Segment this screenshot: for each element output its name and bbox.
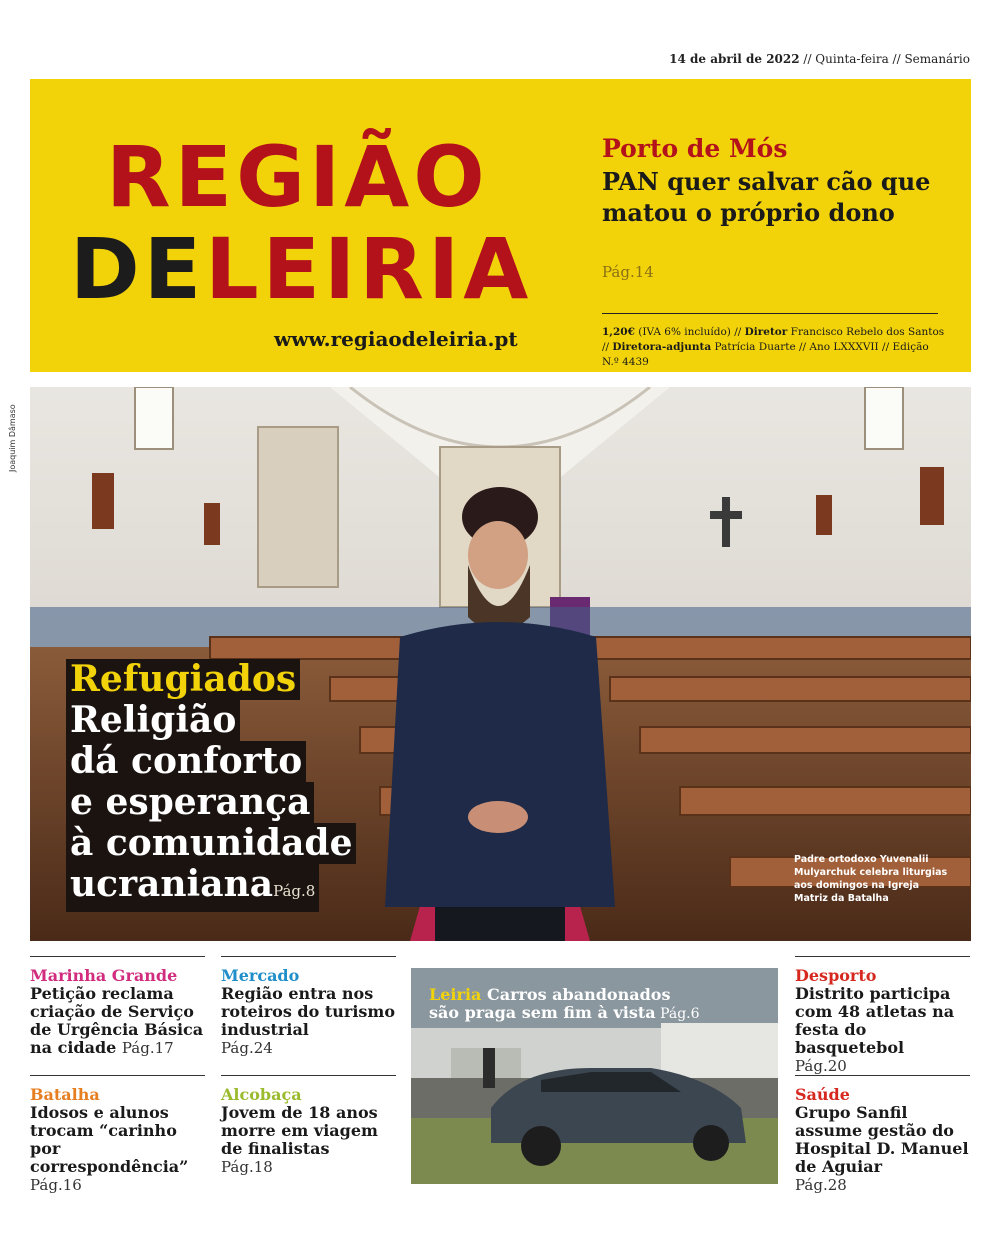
hero-headline-line-last	[66, 864, 319, 912]
hero-headline-line: Religião	[66, 700, 240, 741]
feature-headline	[429, 986, 700, 1023]
story-page: Pág.18	[221, 1158, 273, 1176]
story-kicker: Desporto	[795, 966, 877, 985]
hero-headline-line: dá conforto	[66, 741, 306, 782]
story-headline	[221, 1104, 396, 1176]
logo-leiria: LEIRIA	[205, 220, 533, 318]
story-divider	[795, 1075, 970, 1076]
hero-kicker: Refugiados	[66, 659, 300, 700]
logo-de: DE	[70, 220, 206, 318]
story-headline-text: Idosos e alunos trocam “carinho por correspondência”	[30, 1103, 189, 1176]
masthead-divider	[602, 313, 938, 314]
story-page: Pág.20	[795, 1057, 847, 1075]
issue-date: 14 de abril de 2022	[669, 52, 800, 66]
story-page: Pág.17	[121, 1039, 174, 1057]
story-headline	[30, 985, 205, 1057]
feature-kicker: Leiria	[429, 985, 482, 1004]
story-headline-text: Distrito participa com 48 atletas na festa do basquetebol	[795, 984, 955, 1057]
story-headline	[795, 1104, 970, 1194]
feature-headline-line2: são praga sem fim à vista	[429, 1003, 656, 1022]
story-marinha-grande[interactable]	[30, 956, 205, 1057]
photo-credit-text: Joaquim Dâmaso	[8, 404, 17, 472]
director-name: Francisco Rebelo dos Santos	[787, 326, 945, 338]
story-divider	[795, 956, 970, 957]
hero-headline-last-text: ucraniana	[70, 863, 274, 905]
dateline	[669, 52, 970, 66]
deputy-and-edition: Patrícia Duarte // Ano LXXXVII // Edição N.º 4439	[602, 341, 929, 368]
feature-page: Pág.6	[655, 1006, 700, 1022]
story-divider	[30, 956, 205, 957]
hero-headline-line: à comunidade	[66, 823, 356, 864]
story-headline	[30, 1104, 205, 1194]
story-divider	[221, 956, 396, 957]
masthead	[30, 79, 971, 372]
story-kicker: Marinha Grande	[30, 966, 178, 985]
story-kicker: Batalha	[30, 1085, 100, 1104]
top-story-kicker: Porto de Mós	[602, 134, 788, 163]
hero-caption: Padre ortodoxo Yuvenalii Mulyarchuk celebra liturgias aos domingos na Igreja Matriz da Batalha	[794, 854, 948, 904]
story-batalha[interactable]	[30, 1075, 205, 1194]
hero-headline-line: e esperança	[66, 782, 314, 823]
story-page: Pág.24	[221, 1039, 273, 1057]
story-kicker: Saúde	[795, 1085, 850, 1104]
logo-de-leiria	[70, 220, 533, 318]
story-headline-text: Petição reclama criação de Serviço de Urgência Básica na cidade	[30, 984, 204, 1057]
story-headline-text: Jovem de 18 anos morre em viagem de finalistas	[221, 1103, 378, 1158]
deputy-label: Diretora-adjunta	[612, 341, 712, 353]
top-story-page: Pág.14	[602, 263, 654, 281]
story-divider	[30, 1075, 205, 1076]
iva-note: (IVA 6% incluído) //	[634, 326, 745, 338]
story-desporto[interactable]	[795, 956, 970, 1075]
logo-regiao: REGIÃO	[106, 128, 489, 226]
hero-page: Pág.8	[273, 882, 316, 900]
hero-photo[interactable]	[30, 387, 971, 941]
photo-credit	[8, 392, 22, 472]
feature-headline-line1: Carros abandonados	[481, 985, 671, 1004]
story-headline-text: Grupo Sanfil assume gestão do Hospital D. Manuel de Aguiar	[795, 1103, 969, 1176]
story-kicker: Mercado	[221, 966, 300, 985]
edition-info	[602, 325, 947, 370]
story-page: Pág.16	[30, 1176, 82, 1194]
feature-leiria[interactable]	[411, 968, 778, 1184]
hero-headline-block[interactable]	[66, 659, 356, 912]
story-divider	[221, 1075, 396, 1076]
story-alcobaca[interactable]	[221, 1075, 396, 1176]
story-headline	[221, 985, 396, 1057]
story-kicker: Alcobaça	[221, 1085, 302, 1104]
story-headline	[795, 985, 970, 1075]
price: 1,20€	[602, 326, 635, 338]
info-separator: //	[602, 341, 613, 353]
website-link[interactable]: www.regiaodeleiria.pt	[274, 327, 518, 351]
story-headline-text: Região entra nos roteiros do turismo industrial	[221, 984, 395, 1039]
director-label: Diretor	[744, 326, 788, 338]
issue-weekday: // Quinta-feira // Semanário	[799, 52, 970, 66]
story-page: Pág.28	[795, 1176, 847, 1194]
story-mercado[interactable]	[221, 956, 396, 1057]
story-saude[interactable]	[795, 1075, 970, 1194]
top-story-headline[interactable]: PAN quer salvar cão que matou o próprio dono	[602, 167, 931, 227]
